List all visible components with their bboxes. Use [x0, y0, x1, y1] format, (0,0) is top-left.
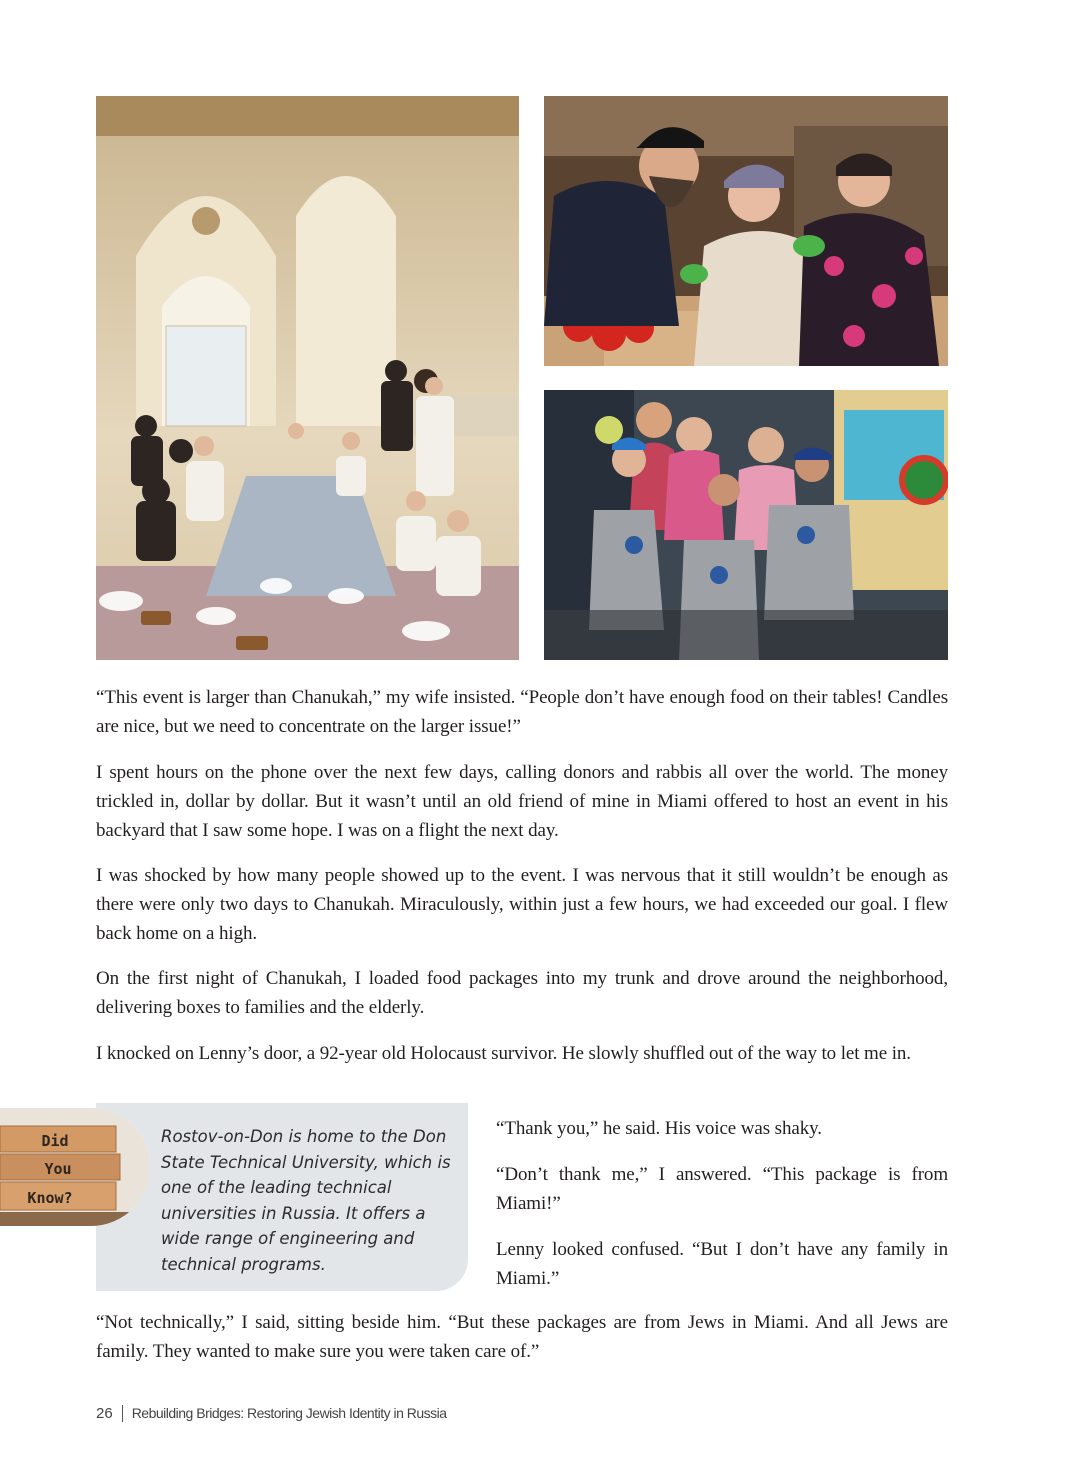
paragraph-dont-thank-me: “Don’t thank me,” I answered. “This package is from Miami!”: [496, 1164, 948, 1214]
paragraph-event-shocked: I was shocked by how many people showed up to the event. I was nervous that it still wouldn’t be enough as there were only two days to Chanukah. Miraculously, within just a few hours, we had exceeded our goal. I flew back home on a high.: [96, 865, 948, 944]
paragraph-lenny-door: I knocked on Lenny’s door, a 92-year old Holocaust survivor. He slowly shuffled out of the way to let me in.: [96, 1043, 911, 1064]
footer-divider: [122, 1405, 123, 1422]
paragraph-phone-donors: I spent hours on the phone over the next few days, calling donors and rabbis all over the world. The money trickled in, dollar by dollar. But it wasn’t until an old friend of mine in Miami offered to host an event in his backyard that I saw some hope. I was on a flight the next day.: [96, 762, 948, 841]
banquet-hall-photo: [96, 96, 519, 660]
did-you-know-badge: [0, 1108, 150, 1226]
page-footer: [96, 1402, 447, 1424]
badge-line-you: You: [44, 1160, 72, 1178]
paragraph-thank-you: “Thank you,” he said. His voice was shaky.: [496, 1118, 822, 1139]
badge-line-know: Know?: [27, 1189, 73, 1207]
publication-title: Rebuilding Bridges: Restoring Jewish Identity in Russia: [131, 1405, 447, 1421]
paragraph-chanukah-insisted: “This event is larger than Chanukah,” my wife insisted. “People don’t have enough food on their tables! Candles are nice, but we need to concentrate on the larger issue!”: [96, 687, 948, 737]
callout-text: Rostov-on-Don is home to the Don State Technical University, which is one of the leading technical universities in Russia. It offers a wide range of engineering and technical programs.: [161, 1127, 451, 1274]
paragraph-not-technically: “Not technically,” I said, sitting beside him. “But these packages are from Jews in Miami. And all Jews are family. They wanted to make sure you were taken care of.”: [96, 1312, 948, 1362]
page-number: 26: [96, 1404, 113, 1422]
food-distribution-photo: [544, 96, 948, 366]
children-sweatshirts-photo: [544, 390, 948, 660]
badge-line-did: Did: [41, 1132, 69, 1150]
paragraph-first-night: On the first night of Chanukah, I loaded food packages into my trunk and drove around the neighborhood, delivering boxes to families and the elderly.: [96, 968, 948, 1018]
paragraph-lenny-confused: Lenny looked confused. “But I don’t have any family in Miami.”: [496, 1239, 948, 1289]
